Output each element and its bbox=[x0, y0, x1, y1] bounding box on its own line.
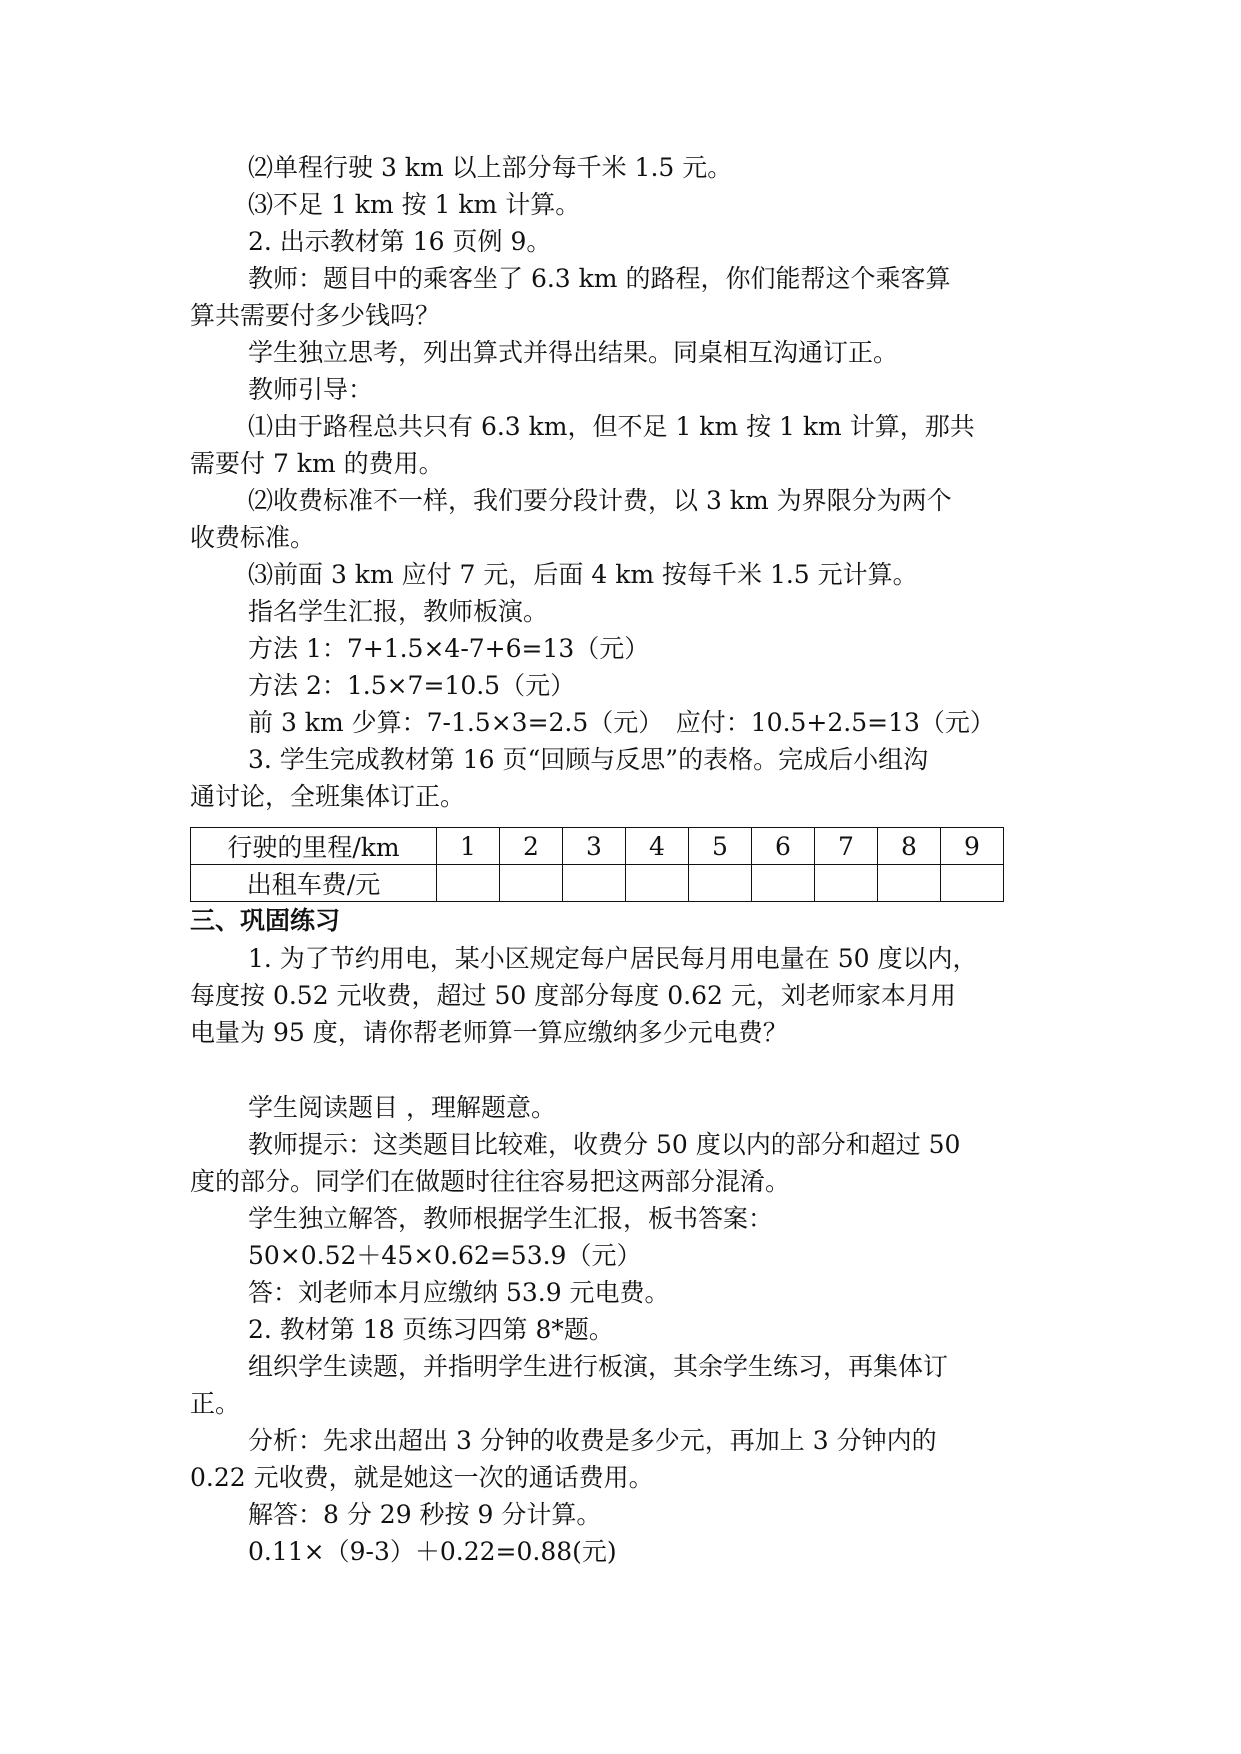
table-cell: 2 bbox=[500, 828, 563, 865]
text-line: ⑶前面 3 km 应付 7 元，后面 4 km 按每千米 1.5 元计算。 bbox=[248, 560, 918, 589]
text-line: ⑵单程行驶 3 km 以上部分每千米 1.5 元。 bbox=[248, 153, 733, 182]
table-cell-empty bbox=[437, 865, 500, 902]
text-line: 学生独立解答，教师根据学生汇报，板书答案： bbox=[248, 1204, 774, 1233]
table-cell-empty bbox=[815, 865, 878, 902]
table-cell: 6 bbox=[752, 828, 815, 865]
text-line: 通讨论，全班集体订正。 bbox=[190, 782, 466, 811]
text-line: 教师提示：这类题目比较难，收费分 50 度以内的部分和超过 50 bbox=[248, 1130, 961, 1159]
text-line: 度的部分。同学们在做题时往往容易把这两部分混淆。 bbox=[190, 1167, 791, 1196]
text-line: 需要付 7 km 的费用。 bbox=[190, 449, 444, 478]
text-line: 答：刘老师本月应缴纳 53.9 元电费。 bbox=[248, 1278, 670, 1307]
text-line: 3. 学生完成教材第 16 页“回顾与反思”的表格。完成后小组沟 bbox=[248, 745, 929, 774]
text-line: ⑶不足 1 km 按 1 km 计算。 bbox=[248, 190, 581, 219]
table-cell: 5 bbox=[689, 828, 752, 865]
text-line: ⑵收费标准不一样，我们要分段计费，以 3 km 为界限分为两个 bbox=[248, 486, 952, 515]
text-line: 方法 2：1.5×7=10.5（元） bbox=[248, 671, 576, 700]
text-line: 0.22 元收费，就是她这一次的通话费用。 bbox=[190, 1463, 654, 1492]
text-line: 正。 bbox=[190, 1389, 241, 1418]
text-line: 50×0.52＋45×0.62=53.9（元） bbox=[248, 1241, 642, 1270]
text-line: 解答：8 分 29 秒按 9 分计算。 bbox=[248, 1500, 602, 1529]
text-line: 学生独立思考，列出算式并得出结果。同桌相互沟通订正。 bbox=[248, 338, 899, 367]
table-cell-empty bbox=[563, 865, 626, 902]
text-line: 组织学生读题，并指明学生进行板演，其余学生练习，再集体订 bbox=[248, 1352, 949, 1381]
table-cell: 3 bbox=[563, 828, 626, 865]
table-header-cell: 行驶的里程/km bbox=[191, 828, 437, 865]
table-cell-empty bbox=[689, 865, 752, 902]
text-line: 教师引导： bbox=[248, 375, 374, 404]
table-row bbox=[191, 828, 1004, 865]
text-line: 分析：先求出超出 3 分钟的收费是多少元，再加上 3 分钟内的 bbox=[248, 1426, 937, 1455]
text-line: 学生阅读题目 ，理解题意。 bbox=[248, 1093, 556, 1122]
text-line: 算共需要付多少钱吗？ bbox=[190, 301, 441, 330]
fare-table bbox=[190, 827, 1004, 902]
text-line: 电量为 95 度，请你帮老师算一算应缴纳多少元电费？ bbox=[190, 1018, 788, 1047]
section-heading: 三、巩固练习 bbox=[190, 906, 341, 935]
table-cell-empty bbox=[878, 865, 941, 902]
text-line: 每度按 0.52 元收费，超过 50 度部分每度 0.62 元，刘老师家本月用 bbox=[190, 981, 956, 1010]
table-cell-empty bbox=[626, 865, 689, 902]
text-line: 指名学生汇报，教师板演。 bbox=[248, 597, 549, 626]
text-line: 2. 出示教材第 16 页例 9。 bbox=[248, 227, 552, 256]
text-line: 0.11×（9-3）＋0.22=0.88(元) bbox=[248, 1537, 617, 1566]
table-row bbox=[191, 865, 1004, 902]
table-cell: 9 bbox=[941, 828, 1004, 865]
table-cell-empty bbox=[500, 865, 563, 902]
table-cell: 8 bbox=[878, 828, 941, 865]
text-line: 方法 1：7+1.5×4-7+6=13（元） bbox=[248, 634, 650, 663]
table-cell-empty bbox=[752, 865, 815, 902]
table-cell: 4 bbox=[626, 828, 689, 865]
table-cell: 1 bbox=[437, 828, 500, 865]
text-line: ⑴由于路程总共只有 6.3 km，但不足 1 km 按 1 km 计算，那共 bbox=[248, 412, 975, 441]
text-line: 2. 教材第 18 页练习四第 8*题。 bbox=[248, 1315, 614, 1344]
text-line: 前 3 km 少算：7-1.5×3=2.5（元） 应付：10.5+2.5=13（元） bbox=[248, 708, 995, 737]
table-cell: 7 bbox=[815, 828, 878, 865]
text-line: 收费标准。 bbox=[190, 523, 316, 552]
text-line: 教师：题目中的乘客坐了 6.3 km 的路程，你们能帮这个乘客算 bbox=[248, 264, 951, 293]
text-line: 1. 为了节约用电，某小区规定每户居民每月用电量在 50 度以内， bbox=[248, 944, 978, 973]
table-cell-empty bbox=[941, 865, 1004, 902]
table-header-cell: 出租车费/元 bbox=[191, 865, 437, 902]
